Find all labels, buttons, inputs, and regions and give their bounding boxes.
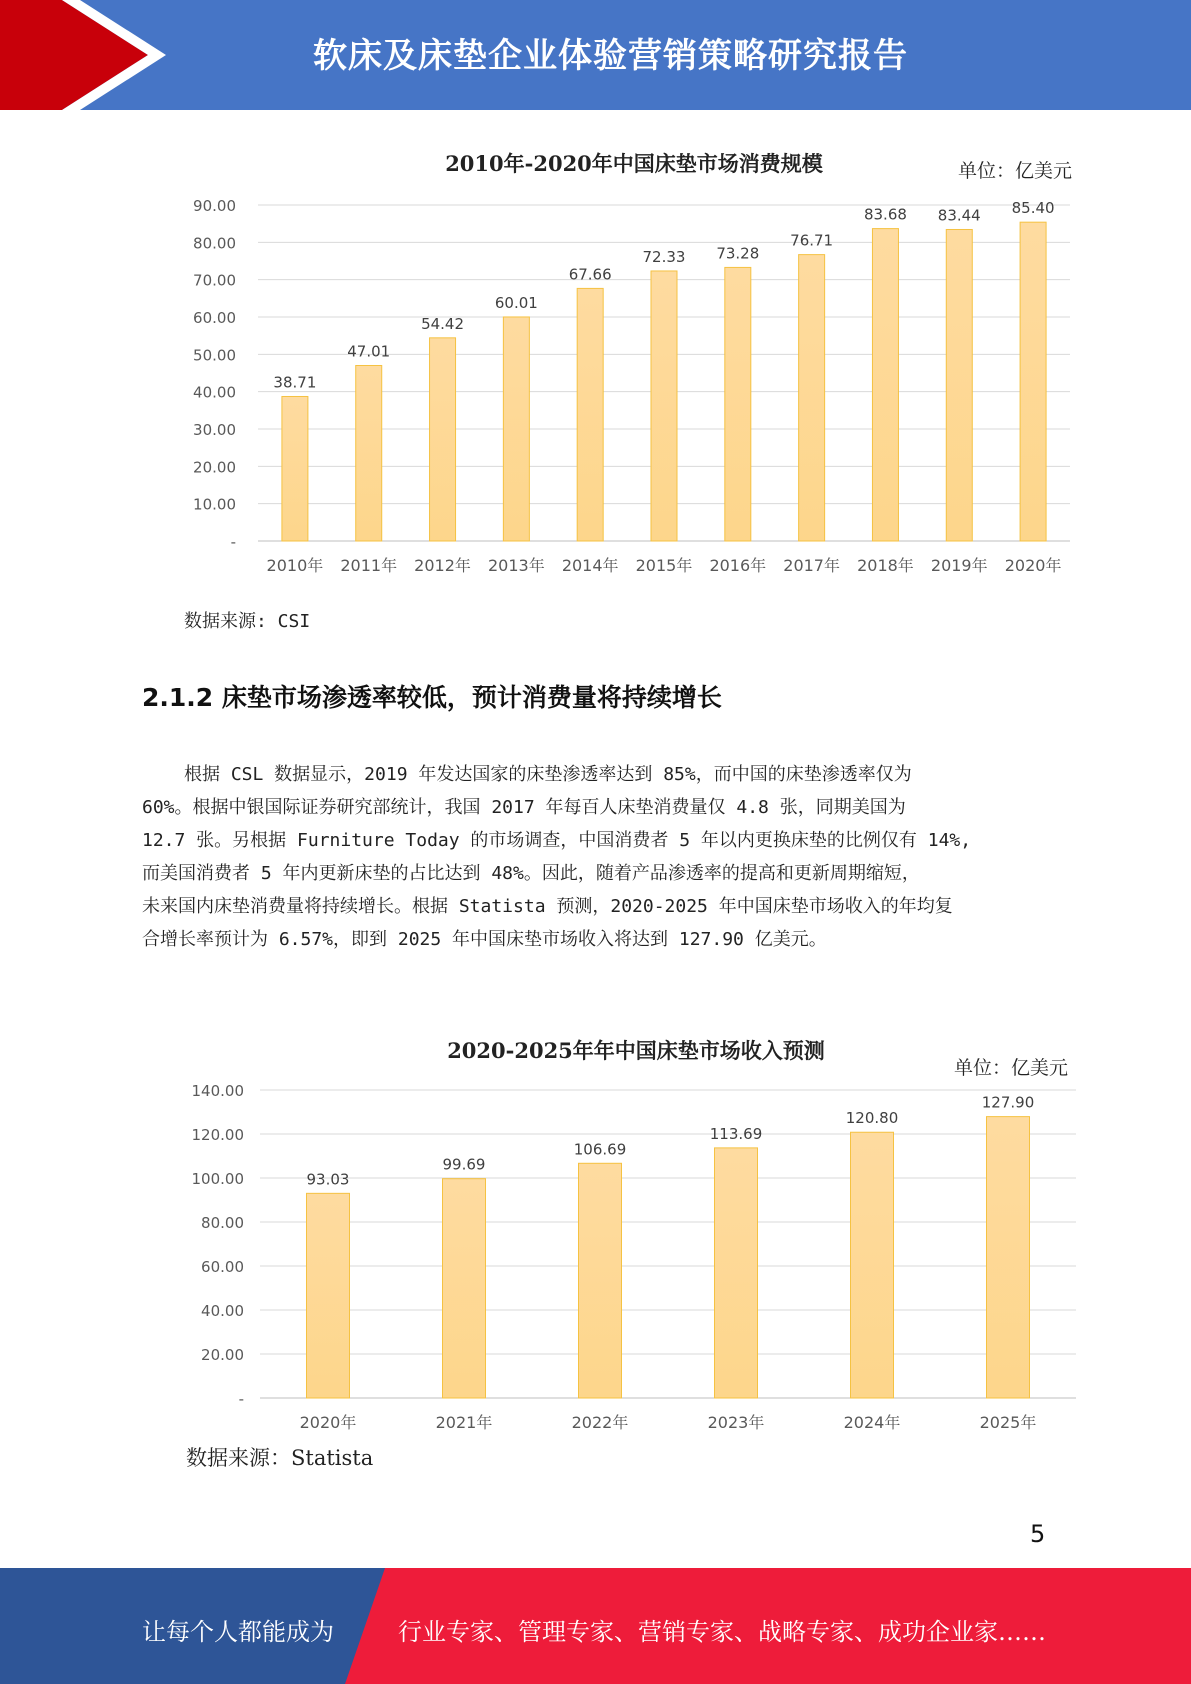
chart1-x-tick-label: 2015年 <box>635 556 693 575</box>
chart1-y-tick-label: 30.00 <box>193 421 236 439</box>
chart1-data-label: 67.66 <box>568 265 612 284</box>
footer-slogan-left: 让每个人都能成为 <box>142 1618 334 1646</box>
chart2-unit-label: 单位：亿美元 <box>953 1057 1068 1079</box>
chart1-x-tick-label: 2010年 <box>266 556 324 575</box>
chart2-x-tick-label: 2020年 <box>299 1413 357 1432</box>
chart1-x-tick-label: 2011年 <box>340 556 398 575</box>
chart2-data-label: 113.69 <box>709 1124 763 1143</box>
chart1-x-tick-label: 2017年 <box>783 556 841 575</box>
chart2-data-label: 120.80 <box>845 1109 899 1128</box>
chart2-data-label: 93.03 <box>306 1170 350 1189</box>
paragraph-line: 根据 CSL 数据显示，2019 年发达国家的床垫渗透率达到 85%，而中国的床垫渗透率仅为 <box>184 764 912 785</box>
chart1-x-tick-label: 2012年 <box>414 556 471 575</box>
chart2-data-label: 99.69 <box>442 1155 486 1174</box>
chart1-y-tick-label: 80.00 <box>193 234 236 253</box>
chart1-data-label: 85.40 <box>1011 199 1055 218</box>
chart2-bar <box>307 1193 350 1398</box>
chart1-bar <box>577 288 603 541</box>
chart1-data-label: 76.71 <box>790 231 834 250</box>
section-heading: 2.1.2 床垫市场渗透率较低，预计消费量将持续增长 <box>142 683 722 712</box>
chart2-y-tick-label: 140.00 <box>191 1082 244 1100</box>
chart2-bar <box>443 1179 486 1398</box>
chart2-x-tick-label: 2022年 <box>571 1413 629 1432</box>
chart1-title: 2010年-2020年中国床垫市场消费规模 <box>445 151 823 176</box>
chart1-data-label: 38.71 <box>273 373 317 392</box>
chart1-y-tick-label: 90.00 <box>193 197 236 215</box>
chart2-y-tick-label: 40.00 <box>201 1302 244 1320</box>
chart1-y-tick-label: 40.00 <box>193 383 236 402</box>
chart2-x-tick-label: 2023年 <box>707 1413 765 1432</box>
page-footer <box>0 1568 1191 1684</box>
chart1-x-tick-label: 2013年 <box>487 556 545 575</box>
chart2-title: 2020-2025年年中国床垫市场收入预测 <box>447 1038 825 1063</box>
chart2-x-tick-label: 2025年 <box>979 1413 1037 1432</box>
chart1-data-label: 54.42 <box>421 314 465 333</box>
chart1-data-label: 60.01 <box>494 293 538 312</box>
chart1-y-tick-label: - <box>230 533 236 551</box>
body-paragraph <box>142 758 1062 956</box>
chart1-bar <box>356 365 382 541</box>
chart1-x-tick-label: 2019年 <box>930 556 988 575</box>
chart1-y-tick-label: 20.00 <box>193 458 236 477</box>
chart2-bar <box>579 1163 622 1398</box>
chart2-x-tick-label: 2024年 <box>843 1413 901 1432</box>
chart1-bar <box>1020 222 1046 541</box>
report-title: 软床及床垫企业体验营销策略研究报告 <box>313 36 908 76</box>
chart1-bar <box>651 271 677 541</box>
chart1-bar <box>282 396 308 541</box>
chart1-x-tick-label: 2014年 <box>561 556 619 575</box>
chart2-data-label: 127.90 <box>981 1093 1035 1112</box>
paragraph-line: 60%。根据中银国际证券研究部统计，我国 2017 年每百人床垫消费量仅 4.8 张，同期美国为 <box>142 797 906 818</box>
chart-revenue-forecast <box>160 1023 1100 1443</box>
chart1-x-tick-label: 2020年 <box>1004 556 1062 575</box>
chart1-unit-label: 单位：亿美元 <box>957 160 1072 182</box>
chart2-y-tick-label: 100.00 <box>191 1170 244 1188</box>
chart1-y-tick-label: 60.00 <box>193 309 236 327</box>
page-header <box>0 0 1191 110</box>
chart1-data-label: 72.33 <box>642 247 686 266</box>
chart2-bar <box>715 1148 758 1398</box>
chart1-bar <box>725 267 751 541</box>
chart1-source: 数据来源: CSI <box>184 611 311 632</box>
chart2-bar <box>987 1117 1030 1398</box>
chart1-x-tick-label: 2016年 <box>709 556 767 575</box>
chart2-data-label: 106.69 <box>573 1140 627 1159</box>
paragraph-line: 未来国内床垫消费量将持续增长。根据 Statista 预测，2020-2025 年中国床垫市场收入的年均复 <box>142 896 953 917</box>
paragraph-line: 而美国消费者 5 年内更新床垫的占比达到 48%。因此，随着产品渗透率的提高和更新周期缩短， <box>142 863 920 884</box>
chart1-y-tick-label: 70.00 <box>193 271 236 290</box>
chart2-bar <box>851 1132 894 1398</box>
chart2-y-tick-label: - <box>238 1390 244 1408</box>
chart1-data-label: 47.01 <box>347 342 391 361</box>
chart2-y-tick-label: 60.00 <box>201 1258 244 1276</box>
chart2-y-tick-label: 80.00 <box>201 1214 244 1232</box>
chart1-data-label: 83.44 <box>937 206 981 225</box>
chart2-x-tick-label: 2021年 <box>435 1413 493 1432</box>
chart1-data-label: 83.68 <box>863 205 907 224</box>
paragraph-line: 合增长率预计为 6.57%，即到 2025 年中国床垫市场收入将达到 127.90 亿美元。 <box>142 929 827 950</box>
paragraph-line: 12.7 张。另根据 Furniture Today 的市场调查，中国消费者 5 年以内更换床垫的比例仅有 14%, <box>142 830 972 851</box>
page-number: 5 <box>1030 1520 1046 1548</box>
footer-slogan-right: 行业专家、管理专家、营销专家、战略专家、成功企业家…… <box>398 1618 1046 1646</box>
chart1-y-tick-label: 50.00 <box>193 346 236 365</box>
chart-consumption-scale <box>160 135 1100 585</box>
chart1-bar <box>799 255 825 541</box>
chart2-y-tick-label: 20.00 <box>201 1346 244 1364</box>
chart1-bar <box>430 338 456 541</box>
chart2-source: 数据来源：Statista <box>186 1446 374 1470</box>
chart1-data-label: 73.28 <box>716 244 760 263</box>
chart1-y-tick-label: 10.00 <box>193 495 236 514</box>
chart2-y-tick-label: 120.00 <box>191 1126 244 1144</box>
chart1-bar <box>872 229 898 541</box>
chart1-bar <box>946 229 972 541</box>
chart1-bar <box>503 317 529 541</box>
chart1-x-tick-label: 2018年 <box>857 556 914 575</box>
